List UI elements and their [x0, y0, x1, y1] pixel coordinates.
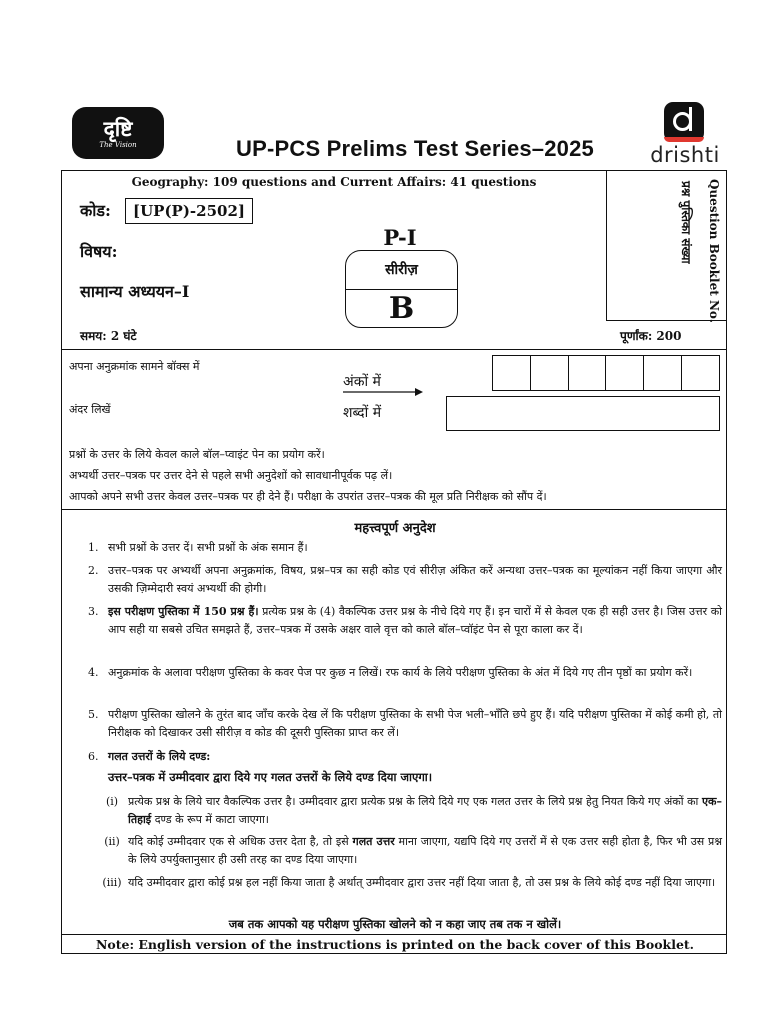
divider-instructions — [62, 509, 726, 510]
instruction-item: 4. अनुक्रमांक के अलावा परीक्षण पुस्तिका के कवर पेज पर कुछ न लिखें। रफ कार्य के लिये परीक्षण पुस्तिका के अंत में दिये गए तीन पृष्ठों का प्रयोग करें। — [88, 666, 693, 679]
instruction-item: 1. सभी प्रश्नों के उत्तर दें। सभी प्रश्नों के अंक समान हैं। — [88, 541, 308, 554]
penalty-heading: उत्तर–पत्रक में उम्मीदवार द्वारा दिये गए गलत उत्तरों के लिये दण्ड दिया जाएगा। — [108, 770, 433, 784]
divider-footer — [62, 934, 726, 935]
series-label: सीरीज़ — [385, 262, 418, 278]
divider-top-section — [62, 349, 726, 350]
notice-line: आपको अपने सभी उत्तर केवल उत्तर–पत्रक पर ही देने हैं। परीक्षा के उपरांत उत्तर–पत्रक की मूल प्रति निरीक्षक को सौंप दें। — [69, 490, 547, 503]
instructions-title: महत्त्वपूर्ण अनुदेश — [354, 521, 436, 536]
penalty-sub-item: (i) प्रत्येक प्रश्न के लिये चार वैकल्पिक उत्तर है। उम्मीदवार द्वारा प्रत्येक प्रश्न के लिये दिये गए एक गलत उत्तर के लिये प्रश्न हेतु नियत किये गए अंकों का एक–तिहाई दण्ड के रूप में काटा जाएगा। — [105, 795, 722, 826]
paper-id: P-I — [383, 225, 417, 250]
paper-code-box: [UP(P)-2502] — [125, 198, 253, 224]
roll-digit-box[interactable] — [493, 356, 531, 390]
drishti-d-icon — [664, 102, 704, 142]
roll-instruction-line1: अपना अनुक्रमांक सामने बॉक्स में — [69, 360, 200, 373]
logo-tagline: The Vision — [99, 140, 137, 149]
logo-name: drishti — [650, 143, 720, 167]
page-title: UP-PCS Prelims Test Series–2025 — [236, 136, 594, 161]
penalty-sub-item: (ii) यदि कोई उम्मीदवार एक से अधिक उत्तर देता है, तो इसे गलत उत्तर माना जाएगा, यद्यपि दिये गए उत्तरों में से एक उत्तर सही होता है, फिर भी उस प्रश्न के लिये उपर्युक्तानुसार ही उसी तरह का दण्ड दिया जाएगा। — [104, 835, 723, 866]
roll-digit-box[interactable] — [606, 356, 644, 390]
english-version-note: Note: English version of the instructions is printed on the back cover of this Booklet. — [95, 937, 695, 952]
roll-number-digit-boxes — [492, 355, 720, 391]
time-allowed: समय: 2 घंटे — [80, 329, 137, 343]
series-value: B — [388, 291, 415, 326]
do-not-open-notice: जब तक आपको यह परीक्षण पुस्तिका खोलने को न कहा जाए तब तक न खोलें। — [228, 917, 562, 931]
maximum-marks: पूर्णांक: 200 — [620, 329, 682, 343]
in-words-label: शब्दों में — [343, 405, 382, 421]
drishti-logo — [648, 102, 722, 172]
booklet-number-label-hi: प्रश्न पुस्तिका संख्या — [679, 181, 693, 264]
subject-label: विषय: — [80, 242, 118, 261]
arrow-right-icon — [343, 385, 423, 399]
instruction-item: 5. परीक्षण पुस्तिका खोलने के तुरंत बाद जाँच करके देख लें कि परीक्षण पुस्तिका के सभी पेज भली–भाँति छपे हुए हैं। यदि परीक्षण पुस्तिका में कोई कमी हो, तो निरीक्षक को दिखाकर उसी सीरीज़ व कोड की दूसरी पुस्तिका प्राप्त कर लें। — [88, 708, 722, 739]
series-box — [345, 250, 458, 328]
instruction-item: 2. उत्तर–पत्रक पर अभ्यर्थी अपना अनुक्रमांक, विषय, प्रश्न–पत्र का सही कोड एवं सीरीज़ अंकित करें अन्यथा उत्तर–पत्रक का मूल्यांकन नहीं किया जाएगा और उसकी ज़िम्मेदारी स्वयं अभ्यर्थी की होगी। — [88, 564, 722, 595]
roll-digit-box[interactable] — [682, 356, 719, 390]
penalty-sub-item: (iii) यदि उम्मीदवार द्वारा कोई प्रश्न हल नहीं किया जाता है अर्थात् उम्मीदवार द्वारा उत्तर नहीं दिया जाता है, तो उस प्रश्न के लिये कोई दण्ड नहीं दिया जाएगा। — [102, 876, 716, 889]
drishti-hindi-logo — [72, 107, 164, 159]
paper-name: सामान्य अध्ययन–I — [80, 282, 190, 301]
in-digits-label: अंकों में — [343, 374, 381, 390]
instruction-item: 6. गलत उत्तरों के लिये दण्ड: — [88, 750, 211, 763]
roll-digit-box[interactable] — [644, 356, 682, 390]
code-label: कोड: — [80, 201, 111, 220]
roll-digit-box[interactable] — [569, 356, 607, 390]
booklet-number-label-en: Question Booklet No. — [707, 179, 721, 323]
roll-instruction-line2: अंदर लिखें — [69, 403, 111, 416]
question-booklet-number-box — [606, 171, 726, 321]
subject-distribution: Geography: 109 questions and Current Affairs: 41 questions — [131, 175, 537, 189]
instruction-item: 3. इस परीक्षण पुस्तिका में 150 प्रश्न हैं। प्रत्येक प्रश्न के (4) वैकल्पिक उत्तर प्रश्न के नीचे दिये गए हैं। इन चारों में से केवल एक ही सही उत्तर है। जिस उत्तर को आप सही या सबसे उचित समझते हैं, उत्तर–पत्रक में उसके अक्षर वाले वृत्त को काले बॉल–प्वॉइंट पेन से पूरा काला कर दें। — [88, 605, 722, 636]
roll-digit-box[interactable] — [531, 356, 569, 390]
logo-word: दृष्टि — [103, 116, 133, 141]
roll-number-words-box[interactable] — [446, 396, 720, 431]
notice-line: अभ्यर्थी उत्तर–पत्रक पर उत्तर देने से पहले सभी अनुदेशों को सावधानीपूर्वक पढ़ लें। — [69, 469, 393, 482]
notice-line: प्रश्नों के उत्तर के लिये केवल काले बॉल–प्वाइंट पेन का प्रयोग करें। — [69, 448, 325, 461]
